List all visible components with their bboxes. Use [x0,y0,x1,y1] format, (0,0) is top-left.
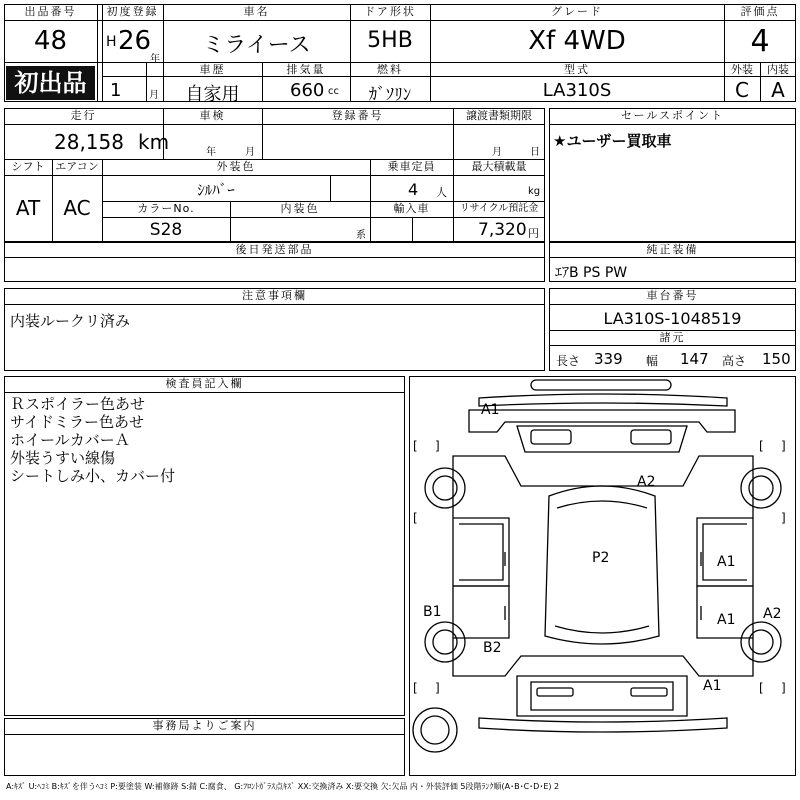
shift-label: シフト [11,160,45,173]
divider [4,392,405,393]
color-number: S28 [149,220,183,240]
mileage: 28,158 [54,130,124,154]
office-notice-label: 事務局よりご案内 [152,719,257,732]
fuel-label: 燃料 [377,63,403,76]
recycle-deposit-label: リサイクル預託金 [459,203,539,214]
evaluation-score: 4 [750,24,770,59]
door-type: 5HB [367,28,413,53]
max-load-label: 最大積載量 [471,160,527,173]
damage-mark: A1 [703,678,722,694]
sales-point-label: セールスポイント [620,109,724,122]
door-type-label: ドア形状 [364,5,416,18]
era-prefix: H [106,34,117,50]
transfer-day-unit: 日 [530,147,540,158]
inspector-note: シートしみ小、カバー付 [10,467,176,485]
length-label: 長さ [556,354,581,368]
inspection-month-unit: 月 [245,147,255,158]
capacity-label: 乗車定員 [387,160,436,173]
divider [549,124,796,125]
divider [412,217,413,242]
transfer-month-unit: 月 [492,147,502,158]
chassis-number-label: 車台番号 [646,289,699,302]
mileage-unit: km [138,130,170,154]
recycle-deposit: 7,320 [478,220,527,240]
recycle-deposit-unit: 円 [528,227,539,240]
interior-grade: A [771,78,785,102]
damage-mark: B1 [423,604,442,620]
displacement: 660 [290,80,325,101]
aircon-label: エアコン [55,160,99,173]
seating-capacity: 4 [408,180,419,199]
interior-color-label: 内装色 [280,202,320,215]
inspector-note: ホイールカバーＡ [10,431,130,449]
registration-year: 26 [118,26,152,56]
damage-mark: A1 [717,554,736,570]
notes-text: 内装ルークリ済み [10,312,131,330]
damage-mark: P2 [592,550,610,566]
damage-mark: A2 [637,474,656,490]
damage-mark: A1 [717,612,736,628]
height-label: 高さ [722,354,747,368]
svg-text:]: ] [435,439,440,453]
import-label: 輸入車 [393,202,430,215]
car-name-label: 車名 [243,5,270,18]
length: 339 [594,350,623,368]
color-number-label: カラーNo. [137,202,195,215]
exterior-color-label: 外装色 [216,160,256,173]
year-unit: 年 [150,54,160,65]
car-damage-diagram [409,376,796,776]
svg-text:]: ] [781,681,786,695]
svg-text:]: ] [435,681,440,695]
divider [4,257,545,258]
inspector-note: 外装うすい線傷 [10,449,116,467]
divider [4,20,796,21]
width: 147 [680,350,709,368]
mileage-label: 走行 [70,109,97,122]
inspection-label: 車検 [199,109,226,122]
inspector-note: Ｒスポイラー色あせ [10,395,146,413]
divider [97,4,98,102]
displacement-unit: cc [328,86,339,97]
transfer-deadline-label: 譲渡書類期限 [466,109,532,122]
grade: Xf 4WD [528,26,626,56]
model-code: LA310S [542,80,612,101]
divider [146,62,147,102]
dimensions-label: 諸元 [659,331,686,344]
score-label: 評価点 [740,5,780,18]
divider [330,175,331,201]
interior-grade-label: 内装 [767,63,789,76]
lot-number-label: 出品番号 [24,5,77,18]
divider [453,108,454,242]
svg-text:]: ] [781,439,786,453]
damage-legend: A:ｷｽﾞ U:ﾍｺﾐ B:ｷｽﾞを伴うﾍｺﾐ P:要塗装 W:補修跡 S:錆 C:腐食、 G:ﾌﾛﾝﾄｶﾞﾗｽ点ｷｽﾞ XX:交換済み X:要交換 欠:欠品 内・外装評価 5段階ﾗﾝｸ順(A･B･C･D･E) 2 [6,782,560,791]
car-name: ミライース [202,33,311,58]
svg-text:[: [ [759,681,764,695]
inspector-note: サイドミラー色あせ [10,413,144,431]
grade-label: グレード [551,5,603,18]
height: 150 [762,350,791,368]
svg-text:[: [ [759,439,764,453]
lot-number: 48 [33,26,68,56]
first-registration-label: 初度登録 [106,5,159,18]
first-listing-badge: 初出品 [6,66,95,100]
standard-equipment-label: 純正装備 [646,243,699,256]
damage-mark: A1 [481,402,500,418]
sales-point-text: ★ユーザー買取車 [553,132,672,150]
exterior-grade: C [735,78,749,102]
chassis-number: LA310S-1048519 [603,309,742,328]
capacity-unit: 人 [436,186,447,199]
divider [4,124,545,125]
displacement-label: 排気量 [286,63,326,76]
divider [549,257,796,258]
svg-text:[: [ [413,681,418,695]
divider [4,734,405,735]
inspector-notes-label: 検査員記入欄 [165,377,244,390]
shift: AT [15,196,41,220]
width-label: 幅 [646,354,659,368]
damage-mark: B2 [483,640,502,656]
divider [549,345,796,346]
model-code-label: 型式 [564,63,590,76]
max-load-unit: kg [528,186,541,197]
registration-number-label: 登録番号 [331,109,384,122]
later-shipping-parts-label: 後日発送部品 [235,243,314,256]
aircon: AC [63,196,91,220]
exterior-color: ｼﾙﾊﾞｰ [197,181,235,199]
fuel-type: ｶﾞｿﾘﾝ [368,85,412,105]
inspection-year-unit: 年 [206,147,216,158]
interior-color-unit: 系 [356,230,366,241]
divider [102,217,545,218]
divider [4,304,545,305]
damage-mark: A2 [763,606,782,622]
registration-month: 1 [110,80,122,101]
svg-text:]: ] [781,511,786,525]
standard-equipment: ｴｱB PS PW [555,265,628,281]
history-label: 車歴 [199,63,226,76]
divider [4,175,545,176]
svg-text:[: [ [413,439,418,453]
month-unit: 月 [149,90,159,101]
exterior-grade-label: 外装 [731,63,753,76]
divider [549,304,796,305]
notes-label: 注意事項欄 [242,289,307,302]
vehicle-history: 自家用 [185,84,240,105]
svg-text:[: [ [413,511,418,525]
sales-point-panel [549,108,796,242]
